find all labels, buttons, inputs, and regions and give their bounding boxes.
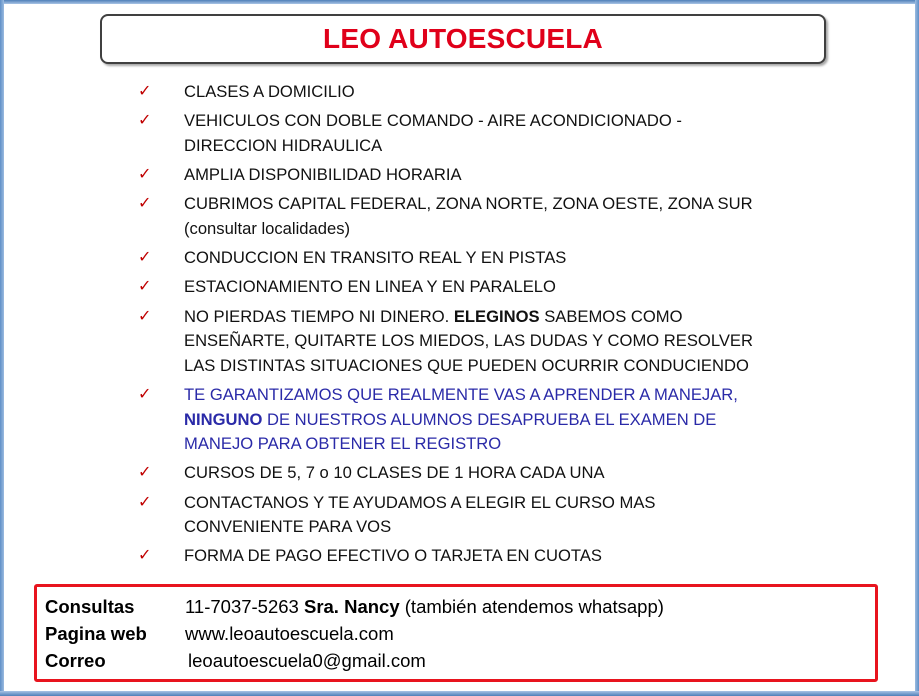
item-text-line2: (consultar localidades) xyxy=(184,218,351,238)
item-text: FORMA DE PAGO EFECTIVO O TARJETA EN CUOTAS xyxy=(184,546,602,566)
contact-name: Sra. Nancy xyxy=(303,596,400,617)
item-text: CUBRIMOS CAPITAL FEDERAL, ZONA NORTE, ZONA OESTE, ZONA SUR xyxy=(184,194,753,214)
checkmark-icon: ✓ xyxy=(138,305,152,325)
contact-box xyxy=(34,584,878,682)
list-item xyxy=(138,305,778,379)
window-frame-right xyxy=(915,0,919,696)
list-item xyxy=(138,163,778,188)
page-title: LEO AUTOESCUELA xyxy=(323,23,603,54)
list-item-highlight xyxy=(138,383,778,457)
web-label: Pagina web xyxy=(45,623,147,644)
list-item xyxy=(138,544,778,569)
item-text: CONTACTANOS Y TE AYUDAMOS A ELEGIR EL CURSO MAS xyxy=(184,492,656,512)
contact-note: (también atendemos whatsapp) xyxy=(404,596,664,617)
window-frame-bottom xyxy=(0,691,919,696)
item-text-line3: MANEJO PARA OBTENER EL REGISTRO xyxy=(184,434,502,454)
consultas-label: Consultas xyxy=(45,596,135,617)
item-text-after: DE NUESTROS ALUMNOS DESAPRUEBA EL EXAMEN DE xyxy=(262,409,717,429)
item-text: NO PIERDAS TIEMPO NI DINERO. xyxy=(184,306,454,326)
list-item xyxy=(138,491,778,540)
item-text: CONDUCCION EN TRANSITO REAL Y EN PISTAS xyxy=(184,248,567,268)
phone-number[interactable]: 11-7037-5263 xyxy=(185,596,299,617)
contact-row-email xyxy=(45,649,426,673)
contact-row-web xyxy=(45,622,394,646)
web-link[interactable]: www.leoautoescuela.com xyxy=(185,623,394,644)
checkmark-icon: ✓ xyxy=(138,193,152,213)
item-text-after: SABEMOS COMO xyxy=(539,306,683,326)
item-text-line2: ENSEÑARTE, QUITARTE LOS MIEDOS, LAS DUDAS Y COMO RESOLVER xyxy=(184,331,753,351)
title-box xyxy=(100,14,826,64)
features-list xyxy=(138,80,778,574)
item-text: ESTACIONAMIENTO EN LINEA Y EN PARALELO xyxy=(184,277,556,297)
item-text-line2: CONVENIENTE PARA VOS xyxy=(184,517,392,537)
email-label: Correo xyxy=(45,650,106,671)
email-link[interactable]: leoautoescuela0@gmail.com xyxy=(188,650,426,671)
checkmark-icon: ✓ xyxy=(138,491,152,511)
list-item xyxy=(138,461,778,486)
item-text: TE GARANTIZAMOS QUE REALMENTE VAS A APRENDER A MANEJAR, xyxy=(184,385,738,405)
checkmark-icon: ✓ xyxy=(138,462,152,482)
item-text: CLASES A DOMICILIO xyxy=(184,82,355,101)
item-text-bold: NINGUNO xyxy=(184,409,263,429)
list-item xyxy=(138,109,778,158)
list-item xyxy=(138,246,778,271)
checkmark-icon: ✓ xyxy=(138,110,152,130)
contact-row-consultas xyxy=(45,595,664,619)
item-text: AMPLIA DISPONIBILIDAD HORARIA xyxy=(184,165,462,185)
item-text-line2: DIRECCION HIDRAULICA xyxy=(184,135,383,155)
checkmark-icon: ✓ xyxy=(138,384,152,404)
checkmark-icon: ✓ xyxy=(138,276,152,296)
item-text-line3: LAS DISTINTAS SITUACIONES QUE PUEDEN OCURRIR CONDUCIENDO xyxy=(184,355,749,375)
item-text: VEHICULOS CON DOBLE COMANDO - AIRE ACONDICIONADO - xyxy=(184,111,682,131)
list-item xyxy=(138,275,778,300)
list-item xyxy=(138,192,778,241)
checkmark-icon: ✓ xyxy=(138,545,152,565)
window-frame-left xyxy=(0,0,4,696)
item-text: CURSOS DE 5, 7 o 10 CLASES DE 1 HORA CADA UNA xyxy=(184,463,605,483)
checkmark-icon: ✓ xyxy=(138,247,152,267)
checkmark-icon: ✓ xyxy=(138,164,152,184)
window-frame-top xyxy=(0,0,919,4)
list-item xyxy=(138,80,778,105)
checkmark-icon: ✓ xyxy=(138,81,152,100)
item-text-bold: ELEGINOS xyxy=(453,306,540,326)
